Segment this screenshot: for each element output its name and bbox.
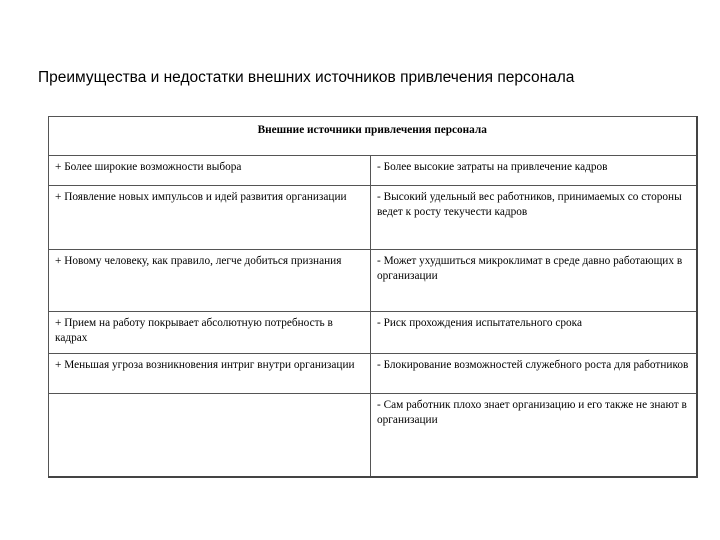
advantage-cell: + Появление новых импульсов и идей развития организации (49, 186, 371, 250)
table-row (49, 394, 697, 478)
advantage-cell (49, 394, 371, 478)
disadvantage-cell: - Может ухудшиться микроклимат в среде давно работающих в организации (371, 250, 697, 312)
disadvantage-cell: - Блокирование возможностей служебного роста для работников (371, 354, 697, 394)
disadvantage-cell: - Высокий удельный вес работников, принимаемых со стороны ведет к росту текучести кадров (371, 186, 697, 250)
table-header: Внешние источники привлечения персонала (49, 117, 697, 156)
advantage-cell: + Новому человеку, как правило, легче добиться признания (49, 250, 371, 312)
external-sources-table (48, 116, 698, 478)
advantage-cell: + Прием на работу покрывает абсолютную потребность в кадрах (49, 312, 371, 354)
table-row (49, 312, 697, 354)
slide-title: Преимущества и недостатки внешних источников привлечения персонала (38, 69, 575, 86)
disadvantage-cell: - Риск прохождения испытательного срока (371, 312, 697, 354)
table-row (49, 186, 697, 250)
advantage-cell: + Более широкие возможности выбора (49, 156, 371, 186)
table-row (49, 354, 697, 394)
table-row (49, 156, 697, 186)
table-row (49, 250, 697, 312)
disadvantage-cell: - Сам работник плохо знает организацию и его также не знают в организации (371, 394, 697, 478)
disadvantage-cell: - Более высокие затраты на привлечение кадров (371, 156, 697, 186)
advantage-cell: + Меньшая угроза возникновения интриг внутри организации (49, 354, 371, 394)
table-header-row (49, 117, 697, 156)
